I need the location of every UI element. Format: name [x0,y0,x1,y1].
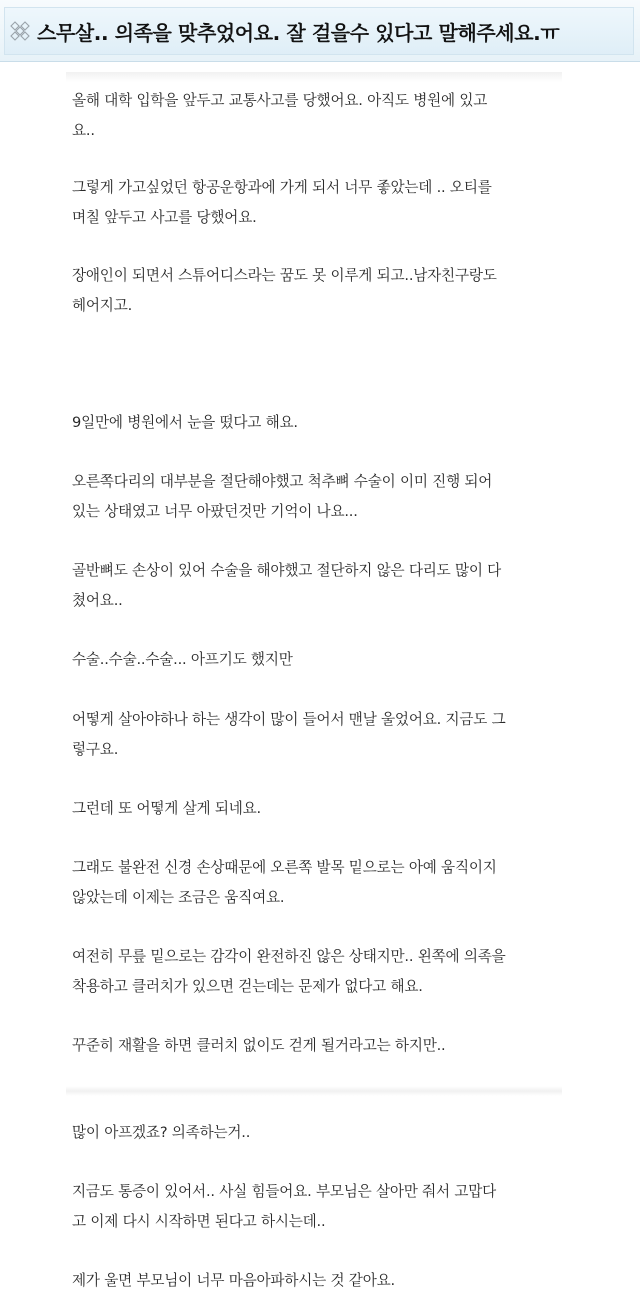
paragraph: 오른쪽다리의 대부분을 절단해야했고 척추뼈 수술이 이미 진행 되어 있는 상태였고 너무 아팠던것만 기억이 나요... [72,473,493,520]
paragraph: 제가 울면 부모님이 너무 마음아파하시는 것 같아요. [72,1272,395,1289]
paragraph: 그런데 또 어떻게 살게 되네요. [72,800,261,817]
diamond-pattern-icon [9,20,31,42]
paragraph: 골반뼈도 손상이 있어 수술을 해야했고 절단하지 않은 다리도 많이 다 쳤어요.. [72,562,502,609]
post-title: 스무살.. 의족을 맞추었어요. 잘 걸을수 있다고 말해주세요.ㅠ [37,20,560,45]
paragraph: 여전히 무릎 밑으로는 감각이 완전하진 않은 상태지만.. 왼쪽에 의족을 착용하고 클러치가 있으면 걷는데는 문제가 없다고 해요. [72,948,506,995]
paragraph: 많이 아프겠죠? 의족하는거.. [72,1124,251,1141]
section-divider [66,1086,562,1096]
content-top-shade [66,72,562,82]
paragraph: 어떻게 살아야하나 하는 생각이 많이 들어서 맨날 울었어요. 지금도 그 렇구요. [72,711,506,758]
paragraph: 올해 대학 입학을 앞두고 교통사고를 당했어요. 아직도 병원에 있고 요.. [72,92,488,139]
paragraph: 그래도 불완전 신경 손상때문에 오른쪽 발목 밑으로는 아예 움직이지 않았는데 이제는 조금은 움직여요. [72,859,497,906]
paragraph: 꾸준히 재활을 하면 클러치 없이도 걷게 될거라고는 하지만.. [72,1037,446,1054]
paragraph: 9일만에 병원에서 눈을 떴다고 해요. [72,414,298,431]
paragraph: 장애인이 되면서 스튜어디스라는 꿈도 못 이루게 되고..남자친구랑도 헤어지고. [72,267,497,314]
paragraph: 그렇게 가고싶었던 항공운항과에 가게 되서 너무 좋았는데 .. 오티를 며칠 앞두고 사고를 당했어요. [72,179,492,226]
paragraph: 지금도 통증이 있어서.. 사실 힘들어요. 부모님은 살아만 줘서 고맙다 고 이제 다시 시작하면 된다고 하시는데.. [72,1183,497,1230]
post-title-bar [0,0,640,62]
post-title-box [4,7,634,55]
paragraph: 수술..수술..수술... 아프기도 했지만 [72,651,293,668]
